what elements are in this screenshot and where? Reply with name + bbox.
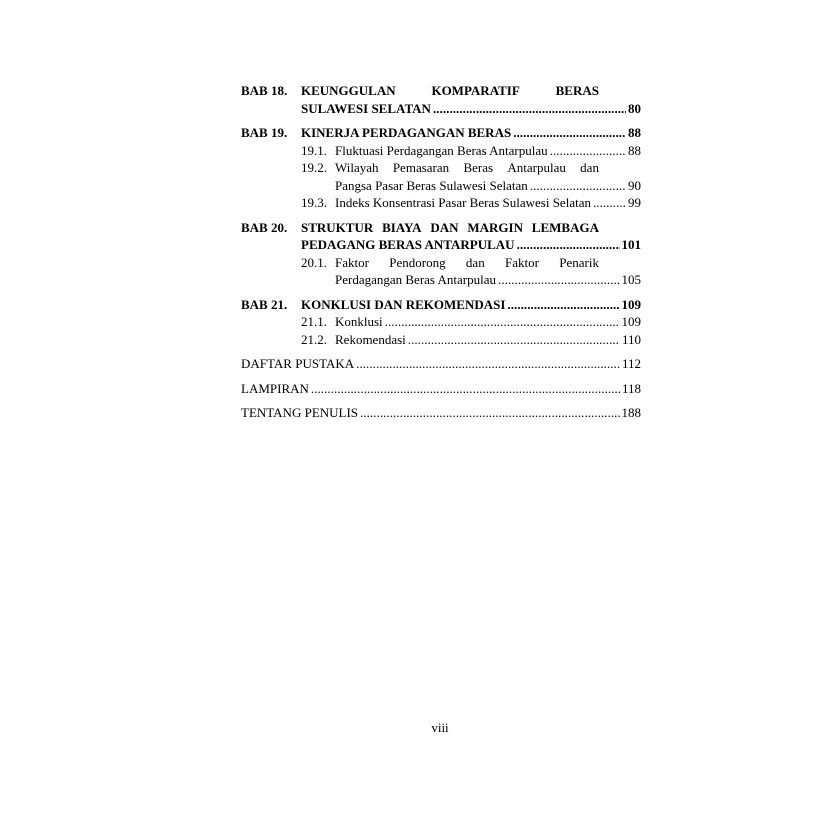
entry-title: TENTANG PENULIS <box>241 405 359 420</box>
section-body <box>335 331 641 349</box>
page-ref: 188 <box>621 405 641 420</box>
dot-leader <box>385 313 620 331</box>
toc-entry-link[interactable] <box>301 236 641 254</box>
chapter-number: BAB 21. <box>241 296 288 312</box>
toc-entry-link[interactable] <box>335 271 641 289</box>
title-word: KEUNGGULAN <box>301 83 396 98</box>
section-title: Fluktuasi Perdagangan Beras Antarpulau <box>335 142 548 158</box>
toc-entry-link[interactable] <box>301 100 641 118</box>
title-word: Penarik <box>559 254 599 270</box>
chapter-body <box>301 219 641 289</box>
section-body <box>335 142 641 160</box>
dot-leader <box>593 194 626 212</box>
chapter-number: BAB 20. <box>241 219 288 235</box>
chapter-title: KINERJA PERDAGANGAN BERAS <box>301 125 512 140</box>
toc-section-21-2 <box>301 331 641 349</box>
title-word: DAN <box>430 219 459 235</box>
dot-leader <box>530 177 626 195</box>
table-of-contents <box>241 82 641 422</box>
dot-leader <box>550 142 626 160</box>
section-number: 21.1. <box>301 314 327 329</box>
toc-section-19-3 <box>301 194 641 212</box>
page-number: viii <box>431 720 449 735</box>
toc-entry-link[interactable] <box>301 124 641 142</box>
dot-leader <box>408 331 620 349</box>
chapter-body <box>301 296 641 349</box>
title-word: KOMPARATIF <box>431 83 520 98</box>
title-word: STRUKTUR <box>301 219 374 235</box>
toc-section-19-1 <box>301 142 641 160</box>
section-title: Indeks Konsentrasi Pasar Beras Sulawesi Selatan <box>335 195 591 210</box>
section-title-line <box>335 159 641 177</box>
toc-chapter-19 <box>241 124 641 212</box>
page-ref: 101 <box>621 237 641 252</box>
section-title: Konklusi <box>335 314 383 329</box>
page-ref: 88 <box>628 142 641 158</box>
title-word: Beras <box>463 160 494 175</box>
section-number: 21.2. <box>301 331 327 347</box>
chapter-number: BAB 19. <box>241 125 288 140</box>
page-ref: 112 <box>621 356 641 371</box>
dot-leader <box>507 296 619 314</box>
page-ref: 80 <box>628 100 641 116</box>
dot-leader <box>356 355 620 373</box>
title-word: Faktor <box>505 254 539 270</box>
title-word: Antarpulau <box>507 160 566 175</box>
section-title: Rekomendasi <box>335 331 406 347</box>
section-title: Perdagangan Beras Antarpulau <box>335 272 497 287</box>
title-word: LEMBAGA <box>531 219 599 235</box>
toc-entry-link[interactable] <box>335 194 641 212</box>
dot-leader <box>517 236 620 254</box>
entry-title: LAMPIRAN <box>241 380 309 396</box>
dot-leader <box>513 124 626 142</box>
title-word: BIAYA <box>382 219 422 235</box>
toc-entry-daftar-pustaka[interactable] <box>241 355 641 373</box>
toc-section-21-1 <box>301 313 641 331</box>
page-ref: 105 <box>621 272 641 287</box>
chapter-title-line <box>301 219 641 237</box>
toc-entry-link[interactable] <box>301 296 641 314</box>
section-number: 19.2. <box>301 160 327 175</box>
page-ref: 109 <box>621 296 641 312</box>
title-word: dan <box>580 160 599 175</box>
entry-title: DAFTAR PUSTAKA <box>241 356 355 371</box>
toc-chapter-20 <box>241 219 641 289</box>
page-ref: 109 <box>621 314 641 329</box>
toc-entry-link[interactable] <box>335 331 641 349</box>
page-ref: 118 <box>621 380 641 396</box>
toc-section-20-1 <box>301 254 641 289</box>
title-word: Wilayah <box>335 160 379 175</box>
dot-leader <box>360 404 619 422</box>
section-title-line <box>335 254 641 272</box>
dot-leader <box>498 271 619 289</box>
dot-leader <box>433 100 626 118</box>
toc-section-19-2 <box>301 159 641 194</box>
page-ref: 99 <box>628 195 641 210</box>
dot-leader <box>311 380 620 398</box>
chapter-title-line <box>301 82 641 100</box>
toc-entry-lampiran[interactable] <box>241 380 641 398</box>
title-word: Faktor <box>335 254 369 270</box>
section-title: Pangsa Pasar Beras Sulawesi Selatan <box>335 177 528 193</box>
title-word: Pendorong <box>389 254 446 270</box>
chapter-body <box>301 124 641 212</box>
toc-chapter-18 <box>241 82 641 117</box>
section-number: 19.1. <box>301 142 327 158</box>
chapter-title: KONKLUSI DAN REKOMENDASI <box>301 296 506 312</box>
page-ref: 90 <box>628 177 641 193</box>
page-ref: 110 <box>621 331 641 347</box>
section-body <box>335 159 641 194</box>
toc-chapter-21 <box>241 296 641 349</box>
chapter-title: SULAWESI SELATAN <box>301 100 431 116</box>
page-ref: 88 <box>628 125 641 140</box>
section-body <box>335 194 641 212</box>
toc-entry-link[interactable] <box>335 177 641 195</box>
chapter-title: PEDAGANG BERAS ANTARPULAU <box>301 237 515 252</box>
title-word: BERAS <box>555 83 599 98</box>
chapter-number: BAB 18. <box>241 83 288 98</box>
toc-entry-tentang-penulis[interactable] <box>241 404 641 422</box>
toc-entry-link[interactable] <box>335 142 641 160</box>
section-number: 19.3. <box>301 195 327 210</box>
title-word: MARGIN <box>467 219 523 235</box>
section-number: 20.1. <box>301 254 327 270</box>
title-word: dan <box>465 254 485 270</box>
section-body <box>335 254 641 289</box>
title-word: Pemasaran <box>392 160 450 175</box>
chapter-body <box>301 82 641 117</box>
toc-entry-link[interactable] <box>335 313 641 331</box>
section-body <box>335 313 641 331</box>
